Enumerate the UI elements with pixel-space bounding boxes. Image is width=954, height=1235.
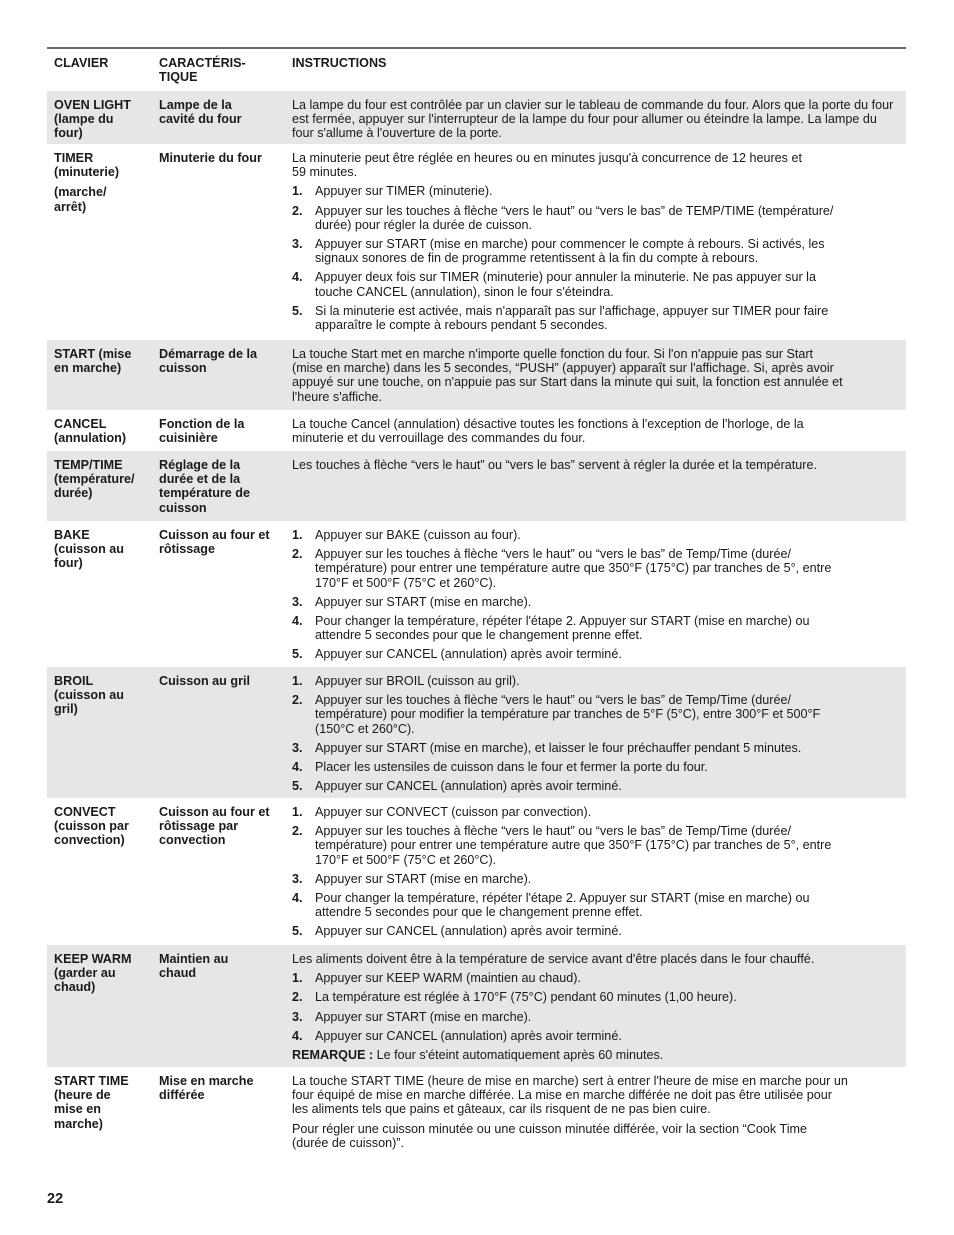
step-item — [292, 693, 898, 736]
header-instructions: INSTRUCTIONS — [292, 56, 387, 70]
step-item — [292, 824, 898, 867]
header-caracteristique — [153, 49, 286, 91]
step-text: Si la minuterie est activée, mais n'apparaît pas sur l'affichage, appuyer sur TIMER pour faire apparaître le compte à rebours pendant 5 secondes. — [315, 303, 829, 333]
steps-list — [292, 184, 898, 332]
instructions-cell — [286, 91, 906, 144]
key-name-cell — [47, 91, 153, 144]
step-number: 1. — [292, 528, 303, 542]
note-text: Le four s'éteint automatiquement après 60 minutes. — [373, 1048, 664, 1063]
key-name-cell — [47, 1067, 153, 1157]
step-item — [292, 237, 898, 265]
key-name-cell — [47, 945, 153, 1067]
step-text: Appuyer sur les touches à flèche “vers le haut” ou “vers le bas” de Temp/Time (durée/ température) pour modifier la température par tranches de 5°F (5°C), entre 300°F et 500°F (150°C et 260°C). — [315, 693, 821, 736]
table-row — [47, 667, 906, 798]
step-item — [292, 595, 898, 609]
step-text: Appuyer sur TIMER (minuterie). — [315, 184, 493, 199]
step-number: 2. — [292, 990, 303, 1005]
step-item — [292, 741, 898, 755]
step-text: Placer les ustensiles de cuisson dans le four et fermer la porte du four. — [315, 760, 708, 775]
step-number: 4. — [292, 760, 303, 775]
table-body — [47, 91, 906, 1157]
key-name: KEEP WARM (garder au chaud) — [54, 952, 132, 995]
key-name-cell — [47, 340, 153, 410]
step-item — [292, 614, 898, 642]
feature-cell: Maintien au chaud — [159, 952, 229, 981]
steps-list — [292, 674, 898, 793]
steps-list — [292, 528, 898, 662]
step-text: Appuyer sur BAKE (cuisson au four). — [315, 528, 521, 542]
key-name: TIMER (minuterie) — [54, 151, 120, 180]
step-text: Appuyer sur les touches à flèche “vers le haut” ou “vers le bas” de Temp/Time (durée/ température) pour entrer une température autre que 350°F (175°C) par tranches de 5°, entre 170°F et 500°F (75°C et 260°C). — [315, 547, 832, 590]
step-item — [292, 779, 898, 793]
key-name-cell — [47, 667, 153, 798]
instructions-cell — [286, 945, 906, 1067]
step-text: Appuyer sur KEEP WARM (maintien au chaud). — [315, 971, 581, 986]
feature-cell: Cuisson au four et rôtissage par convection — [159, 805, 270, 848]
step-text: Appuyer sur CANCEL (annulation) après avoir terminé. — [315, 779, 622, 794]
step-text: Appuyer sur START (mise en marche) pour commencer le compte à rebours. Si activés, les signaux sonores de fin de programme retentissent à la fin du compte à rebours. — [315, 237, 825, 266]
step-number: 3. — [292, 871, 303, 886]
step-number: 5. — [292, 779, 303, 794]
step-text: Appuyer sur BROIL (cuisson au gril). — [315, 674, 520, 688]
instruction-paragraph: Les aliments doivent être à la température de service avant d'être placés dans le four chauffé. — [292, 952, 815, 966]
key-name-cell — [47, 521, 153, 667]
instructions-cell — [286, 410, 906, 451]
table-row — [47, 91, 906, 144]
instruction-paragraph: Les touches à flèche “vers le haut” ou “vers le bas” servent à régler la durée et la température. — [292, 458, 818, 472]
step-item — [292, 204, 898, 232]
note-label: REMARQUE : — [292, 1048, 374, 1063]
feature-cell: Minuterie du four — [159, 151, 262, 165]
header-clavier: CLAVIER — [54, 56, 109, 70]
instruction-paragraph: La touche Start met en marche n'importe quelle fonction du four. Si l'on n'appuie pas sur Start (mise en marche) dans les 5 secondes, “PUSH” (appuyer) apparaît sur l'affichage. Si, après avoir appuyé sur une touche, on n'appuie pas sur Start dans la minute qui suit, la fonction est annulée et l'heure s'affiche. — [292, 347, 843, 404]
key-name: CONVECT (cuisson par convection) — [54, 805, 129, 848]
table-row — [47, 945, 906, 1067]
feature-cell: Lampe de la cavité du four — [159, 98, 242, 127]
step-text: La température est réglée à 170°F (75°C) pendant 60 minutes (1,00 heure). — [315, 990, 737, 1005]
step-item — [292, 805, 898, 819]
step-text: Appuyer sur CANCEL (annulation) après avoir terminé. — [315, 1028, 622, 1043]
step-item — [292, 647, 898, 661]
features-table — [47, 47, 906, 1157]
step-number: 1. — [292, 674, 303, 688]
instructions-cell — [286, 521, 906, 667]
table-row — [47, 1067, 906, 1157]
step-number: 4. — [292, 270, 303, 285]
instruction-paragraph: La minuterie peut être réglée en heures ou en minutes jusqu'à concurrence de 12 heures et 59 minutes. — [292, 151, 802, 180]
step-number: 1. — [292, 805, 303, 819]
feature-cell: Réglage de la durée et de la température de cuisson — [159, 458, 250, 515]
step-number: 5. — [292, 647, 303, 662]
table-header — [47, 49, 906, 91]
step-number: 1. — [292, 971, 303, 986]
step-item — [292, 1029, 898, 1043]
step-text: Appuyer sur CANCEL (annulation) après avoir terminé. — [315, 647, 622, 662]
step-item — [292, 304, 898, 332]
step-text: Appuyer sur les touches à flèche “vers le haut” ou “vers le bas” de Temp/Time (durée/ température) pour entrer une température autre que 350°F (175°C) par tranches de 5°, entre 170°F et 500°F (75°C et 260°C). — [315, 824, 832, 867]
table-row — [47, 340, 906, 410]
step-text: Appuyer deux fois sur TIMER (minuterie) pour annuler la minuterie. Ne pas appuyer sur la touche CANCEL (annulation), sinon le four s'éteindra. — [315, 270, 816, 299]
step-item — [292, 674, 898, 688]
key-name-cell — [47, 144, 153, 340]
instruction-paragraph: La touche Cancel (annulation) désactive toutes les fonctions à l'exception de l'horloge, de la minuterie et du verrouillage des commandes du four. — [292, 417, 804, 446]
instructions-cell — [286, 667, 906, 798]
step-text: Pour changer la température, répéter l'étape 2. Appuyer sur START (mise en marche) ou attendre 5 secondes pour que le changement prenne effet. — [315, 891, 810, 920]
page-number: 22 — [47, 1191, 64, 1207]
feature-cell: Cuisson au four et rôtissage — [159, 528, 270, 557]
step-number: 3. — [292, 740, 303, 755]
key-name: OVEN LIGHT (lampe du four) — [54, 98, 131, 141]
table-row — [47, 451, 906, 521]
instructions-cell — [286, 1067, 906, 1157]
step-item — [292, 270, 898, 298]
key-name-cell — [47, 798, 153, 945]
table-row — [47, 144, 906, 340]
step-number: 3. — [292, 594, 303, 609]
instructions-cell — [286, 798, 906, 945]
step-number: 5. — [292, 303, 303, 318]
step-item — [292, 184, 898, 198]
key-name: BROIL (cuisson au gril) — [54, 674, 124, 717]
step-text: Appuyer sur CANCEL (annulation) après avoir terminé. — [315, 924, 622, 939]
step-number: 5. — [292, 924, 303, 939]
step-item — [292, 990, 898, 1004]
step-text: Appuyer sur START (mise en marche). — [315, 1009, 532, 1024]
instruction-paragraph: La touche START TIME (heure de mise en marche) sert à entrer l'heure de mise en marche pour un four équipé de mise en marche différée. La mise en marche différée ne doit pas être utilisée pour les aliments tels que pains et gâteaux, car ils risquent de ne pas bien cuire. — [292, 1074, 848, 1117]
header-caracteristique-text: CARACTÉRIS- TIQUE — [159, 56, 246, 85]
key-name: BAKE (cuisson au four) — [54, 528, 124, 571]
step-item — [292, 760, 898, 774]
instructions-cell — [286, 144, 906, 340]
step-number: 2. — [292, 203, 303, 218]
step-item — [292, 924, 898, 938]
table-row — [47, 410, 906, 451]
step-text: Appuyer sur START (mise en marche), et laisser le four préchauffer pendant 5 minutes. — [315, 740, 802, 755]
step-number: 4. — [292, 614, 303, 629]
feature-cell: Cuisson au gril — [159, 674, 250, 688]
step-text: Appuyer sur les touches à flèche “vers le haut” ou “vers le bas” de TEMP/TIME (température/ durée) pour régler la durée de cuisson. — [315, 203, 834, 232]
feature-cell: Fonction de la cuisinière — [159, 417, 245, 446]
step-number: 4. — [292, 1028, 303, 1043]
steps-list — [292, 971, 898, 1043]
instruction-paragraph: Pour régler une cuisson minutée ou une cuisson minutée différée, voir la section “Cook Time (durée de cuisson)”. — [292, 1121, 807, 1150]
key-name: START (mise en marche) — [54, 347, 132, 376]
feature-cell: Démarrage de la cuisson — [159, 347, 258, 376]
instructions-cell — [286, 451, 906, 521]
key-name: CANCEL (annulation) — [54, 417, 127, 446]
key-name: TEMP/TIME (température/ durée) — [54, 458, 135, 501]
step-item — [292, 891, 898, 919]
step-item — [292, 971, 898, 985]
key-name-cell — [47, 451, 153, 521]
step-item — [292, 1010, 898, 1024]
step-text: Pour changer la température, répéter l'étape 2. Appuyer sur START (mise en marche) ou attendre 5 secondes pour que le changement prenne effet. — [315, 614, 810, 643]
key-name-sub: (marche/ arrêt) — [54, 185, 107, 214]
step-item — [292, 547, 898, 590]
steps-list — [292, 805, 898, 939]
table-row — [47, 798, 906, 945]
step-number: 2. — [292, 693, 303, 708]
step-number: 3. — [292, 237, 303, 252]
step-item — [292, 872, 898, 886]
key-name-cell — [47, 410, 153, 451]
key-name: START TIME (heure de mise en marche) — [54, 1074, 129, 1131]
note-paragraph — [292, 1048, 898, 1062]
feature-cell: Mise en marche différée — [159, 1074, 254, 1103]
step-number: 2. — [292, 547, 303, 562]
step-number: 1. — [292, 184, 303, 199]
instruction-paragraph: La lampe du four est contrôlée par un clavier sur le tableau de commande du four. Alors que la porte du four est fermée, appuyer sur l'interrupteur de la lampe du four pour allumer ou éteindre la lampe. La lampe du four s'allume à l'ouverture de la porte. — [292, 98, 894, 141]
table-row — [47, 521, 906, 667]
step-item — [292, 528, 898, 542]
step-text: Appuyer sur START (mise en marche). — [315, 871, 532, 886]
step-text: Appuyer sur CONVECT (cuisson par convection). — [315, 805, 592, 819]
step-number: 2. — [292, 824, 303, 839]
step-number: 3. — [292, 1009, 303, 1024]
step-text: Appuyer sur START (mise en marche). — [315, 594, 532, 609]
step-number: 4. — [292, 891, 303, 906]
instructions-cell — [286, 340, 906, 410]
